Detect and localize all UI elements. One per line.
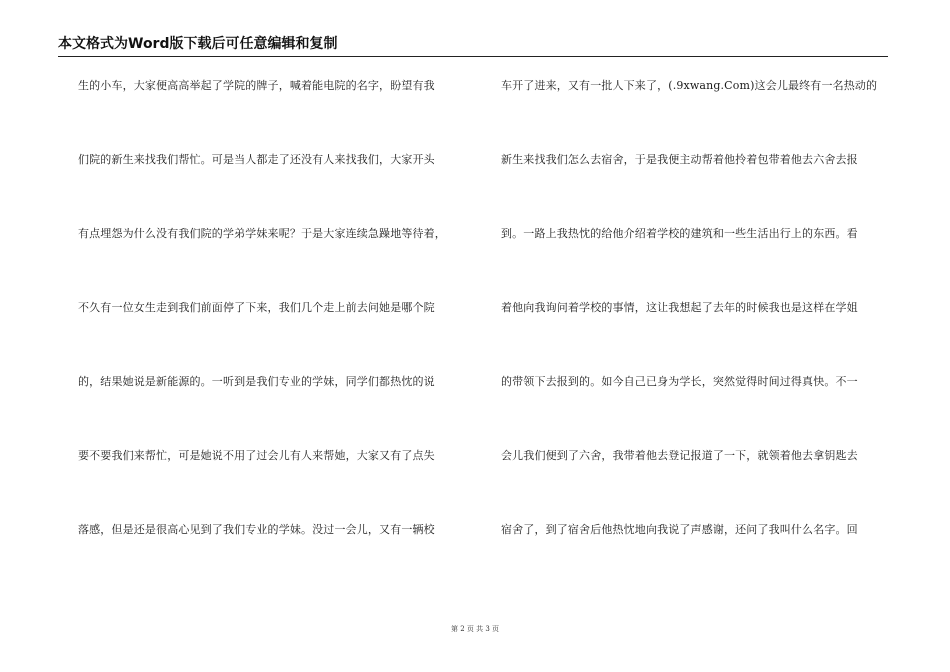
text-line: 要不要我们来帮忙，可是她说不用了过会儿有人来帮她，大家又有了点失 <box>78 449 435 462</box>
text-line: 的带领下去报到的。如今自己已身为学长，突然觉得时间过得真快。不一 <box>501 375 858 388</box>
text-line: 落感，但是还是很高心见到了我们专业的学妹。没过一会儿，又有一辆校 <box>78 523 435 536</box>
right-text-column <box>501 78 889 596</box>
text-line: 到。一路上我热忱的给他介绍着学校的建筑和一些生活出行上的东西。看 <box>501 227 858 240</box>
text-line: 的，结果她说是新能源的。一听到是我们专业的学妹，同学们都热忱的说 <box>78 375 435 388</box>
text-line: 们院的新生来找我们帮忙。可是当人都走了还没有人来找我们，大家开头 <box>78 153 435 166</box>
text-line: 生的小车，大家便高高举起了学院的牌子，喊着能电院的名字，盼望有我 <box>78 79 435 92</box>
text-line: 宿舍了，到了宿舍后他热忱地向我说了声感谢，还问了我叫什么名字。回 <box>501 523 858 536</box>
page-header <box>58 36 888 57</box>
text-line: 会儿我们便到了六舍，我带着他去登记报道了一下，就领着他去拿钥匙去 <box>501 449 858 462</box>
page-number: 第 2 页 共 3 页 <box>450 625 500 633</box>
left-text-column <box>78 78 468 596</box>
text-line: 有点埋怨为什么没有我们院的学弟学妹来呢？于是大家连续急躁地等待着， <box>78 227 446 240</box>
text-line: 着他向我询问着学校的事情，这让我想起了去年的时候我也是这样在学姐 <box>501 301 858 314</box>
text-line: 新生来找我们怎么去宿舍，于是我便主动帮着他拎着包带着他去六舍去报 <box>501 153 858 166</box>
text-line: 车开了进来，又有一批人下来了，(.9xwang.Com)这会儿最终有一名热动的 <box>501 79 878 92</box>
page-footer <box>0 624 950 634</box>
text-line: 不久有一位女生走到我们前面停了下来，我们几个走上前去问她是哪个院 <box>78 301 435 314</box>
header-title: 本文格式为Word版下载后可任意编辑和复制 <box>58 36 338 52</box>
